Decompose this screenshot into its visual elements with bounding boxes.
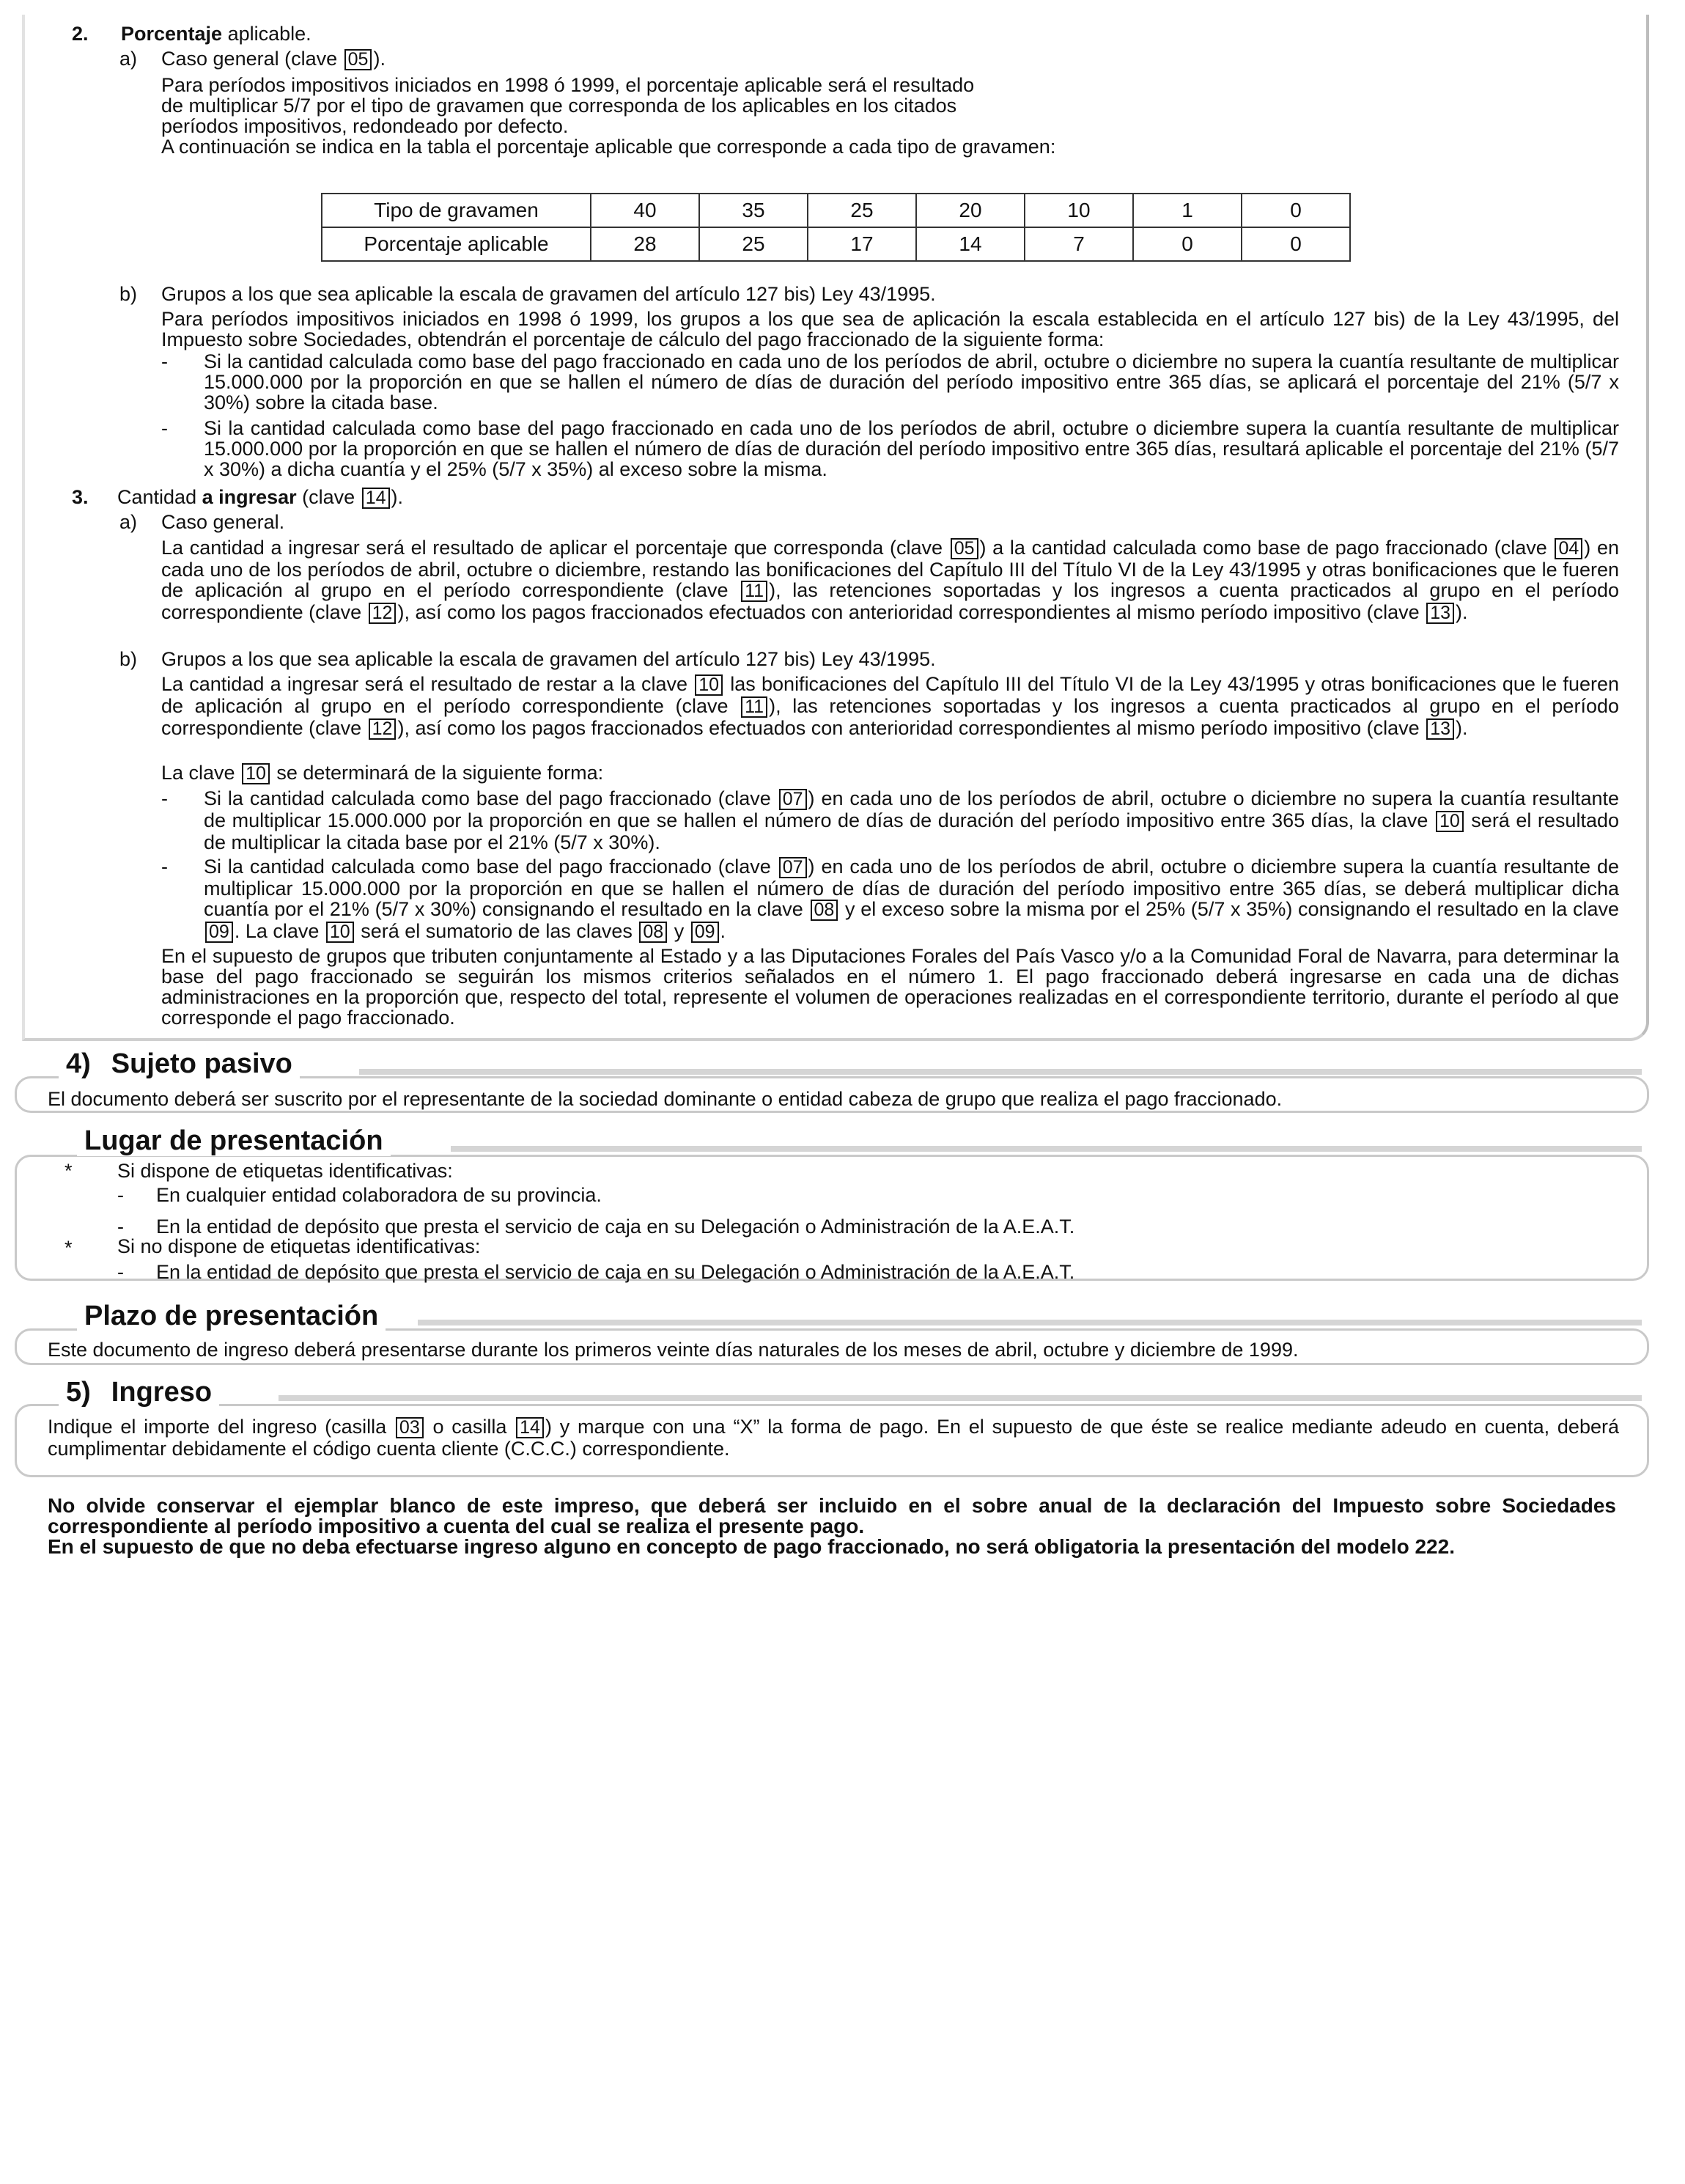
table-cell: 40 (591, 194, 699, 227)
section-number: 2. (72, 23, 89, 45)
table-cell: Tipo de gravamen (322, 194, 591, 227)
item-title: Caso general (clave 05 ). (161, 48, 386, 70)
clave-box: 08 (639, 922, 667, 943)
table-row (322, 194, 1350, 227)
clave-box: 05 (951, 538, 978, 559)
clave-box: 12 (369, 718, 397, 740)
clave-box: 10 (242, 763, 270, 784)
clave-box: 05 (344, 49, 372, 70)
clave-box: 13 (1426, 603, 1454, 624)
table-cell: 0 (1133, 227, 1242, 261)
table-cell: 0 (1242, 194, 1350, 227)
clave-box: 10 (326, 922, 354, 943)
clave-box: 10 (1436, 811, 1464, 832)
clave-box: 11 (741, 696, 767, 718)
header-rule (279, 1395, 1642, 1401)
list-item: Si no dispone de etiquetas identificativas: (117, 1235, 481, 1257)
percentage-table (321, 193, 1351, 262)
table-cell: 0 (1242, 227, 1350, 261)
clave-box: 07 (779, 857, 807, 878)
clave-box: 04 (1555, 538, 1582, 559)
paragraph: En el supuesto de grupos que tributen conjuntamente al Estado y a las Diputaciones Forales del País Vasco y/o a la Comunidad Foral de Navarra, para determinar la base del pago fraccionado se seguirán los mismos criterios señalados en el número 1. El pago fraccionado deberá ingresarse en cada una de dichas administraciones en la proporción que, respecto del total, represente el volumen de operaciones realizadas en el correspondiente territorio, durante el período al que corresponde el pago fraccionado. (161, 945, 1619, 1029)
paragraph: La cantidad a ingresar será el resultado de aplicar el porcentaje que corresponda (clave 05 ) a la cantidad calculada como base de pago fraccionado (clave 04 ) en cada uno de los períodos de abril, octubre o diciembre, restando las bonificaciones del Capítulo III del Título VI de la Ley 43/1995 y otras bonificaciones que le fueren de aplicación al grupo en el período correspondiente (clave 11 ), las retenciones soportadas y los ingresos a cuenta practicados al grupo en el período correspondiente (clave 12 ), así como los pagos fraccionados efectuados con anterioridad correspondientes al mismo período impositivo (clave 13 ). (161, 537, 1619, 624)
list-item: Si dispone de etiquetas identificativas: (117, 1160, 453, 1182)
list-item: - En la entidad de depósito que presta el servicio de caja en su Delegación o Administración de la A.E.A.T. (117, 1261, 1075, 1283)
item-title: Grupos a los que sea aplicable la escala de gravamen del artículo 127 bis) Ley 43/1995. (161, 648, 936, 670)
paragraph: La cantidad a ingresar será el resultado de restar a la clave 10 las bonificaciones del Capítulo III del Título VI de la Ley 43/1995 y otras bonificaciones que le fueren de aplicación al grupo en el período correspondiente (clave 11 ), las retenciones soportadas y los ingresos a cuenta practicados al grupo en el período correspondiente (clave 12 ), así como los pagos fraccionados efectuados con anterioridad correspondientes al mismo período impositivo (clave 13 ). (161, 673, 1619, 739)
section-header: 5) Ingreso (59, 1378, 219, 1408)
paragraph: Para períodos impositivos iniciados en 1998 ó 1999, los grupos a los que sea de aplicación la escala establecida en el artículo 127 bis) de la Ley 43/1995, del Impuesto sobre Sociedades, obtendrán el porcentaje de cálculo del pago fraccionado de la siguiente forma: (161, 308, 1619, 351)
bullet-icon: * (64, 1160, 73, 1182)
item-label: b) (119, 283, 138, 305)
clave-box: 12 (369, 603, 397, 624)
table-cell: 20 (916, 194, 1025, 227)
list-item: - En cualquier entidad colaboradora de su provincia. (117, 1184, 602, 1206)
table-row (322, 227, 1350, 261)
clave-box: 14 (362, 488, 390, 509)
item-title: Grupos a los que sea aplicable la escala de gravamen del artículo 127 bis) Ley 43/1995. (161, 283, 936, 305)
list-item: - Si la cantidad calculada como base del pago fraccionado (clave 07 ) en cada uno de los períodos de abril, octubre o diciembre supera la cuantía resultante de multiplicar 15.000.000 por la proporción en que se hallen el número de días de duración del período impositivo entre 365 días, se deberá multiplicar dicha cuantía por el 21% (5/7 x 30%) consignando el resultado en la clave 08 y el exceso sobre la misma por el 25% (5/7 x 35%) consignando el resultado en la clave 09 . La clave 10 será el sumatorio de las claves 08 y 09 . (161, 856, 1619, 943)
clave-box: 13 (1426, 718, 1454, 740)
table-cell: 25 (808, 194, 916, 227)
casilla-box: 03 (396, 1417, 424, 1438)
list-item: - Si la cantidad calculada como base del pago fraccionado en cada uno de los períodos de abril, octubre o diciembre supera la cuantía resultante de multiplicar 15.000.000 por la proporción en que se hallen el número de días de duración del período impositivo entre 365 días, resultará aplicable el porcentaje del 21% (5/7 x 30%) a dicha cuantía y el 25% (5/7 x 35%) al exceso sobre la misma. (161, 417, 1619, 481)
table-cell: 10 (1025, 194, 1133, 227)
section-title: Cantidad a ingresar (clave 14 ). (117, 486, 404, 508)
section-title: Porcentaje aplicable. (121, 23, 311, 45)
footer-note (48, 1496, 1616, 1557)
clave-box: 11 (741, 581, 767, 602)
item-label: a) (119, 511, 138, 533)
section-header: Lugar de presentación (77, 1127, 391, 1156)
section-number: 3. (72, 486, 89, 508)
clave-box: 08 (811, 900, 838, 921)
item-label: b) (119, 648, 138, 670)
section-header: Plazo de presentación (77, 1302, 386, 1331)
item-title: Caso general. (161, 511, 285, 533)
table-cell: 1 (1133, 194, 1242, 227)
paragraph: Para períodos impositivos iniciados en 1998 ó 1999, el porcentaje aplicable será el resultado de multiplicar 5/7 por el tipo de gravamen que corresponda de los aplicables en los citados períodos impositivos, redondeado por defecto. A continuación se indica en la tabla el porcentaje aplicable que corresponde a cada tipo de gravamen: (161, 74, 1056, 158)
table-cell: 7 (1025, 227, 1133, 261)
table-cell: 14 (916, 227, 1025, 261)
bullet-icon: * (64, 1237, 73, 1259)
casilla-box: 14 (516, 1417, 544, 1438)
table-cell: 25 (699, 227, 808, 261)
list-item: - Si la cantidad calculada como base del pago fraccionado en cada uno de los períodos de abril, octubre o diciembre no supera la cuantía resultante de multiplicar 15.000.000 por la proporción en que se hallen el número de días de duración del período impositivo entre 365 días, se aplicará el porcentaje del 21% (5/7 x 30%) sobre la citada base. (161, 350, 1619, 414)
paragraph: Este documento de ingreso deberá presentarse durante los primeros veinte días naturales de los meses de abril, octubre y diciembre de 1999. (48, 1339, 1299, 1361)
table-cell: 28 (591, 227, 699, 261)
paragraph: La clave 10 se determinará de la siguiente forma: (161, 762, 604, 784)
list-item: - Si la cantidad calculada como base del pago fraccionado (clave 07 ) en cada uno de los períodos de abril, octubre o diciembre no supera la cuantía resultante de multiplicar 15.000.000 por la proporción en que se hallen el número de días de duración del período impositivo entre 365 días, la clave 10 será el resultado de multiplicar la citada base por el 21% (5/7 x 30%). (161, 787, 1619, 853)
paragraph: Indique el importe del ingreso (casilla 03 o casilla 14 ) y marque con una “X” la forma de pago. En el supuesto de que éste se realice mediante adeudo en cuenta, deberá cumplimentar debidamente el código cuenta cliente (C.C.C.) correspondiente. (48, 1416, 1619, 1460)
footer-paragraph: No olvide conservar el ejemplar blanco de este impreso, que deberá ser incluido en el sobre anual de la declaración del Impuesto sobre Sociedades correspondiente al período impositivo a cuenta del cual se realiza el presente pago. (48, 1494, 1616, 1537)
paragraph: El documento deberá ser suscrito por el representante de la sociedad dominante o entidad cabeza de grupo que realiza el pago fraccionado. (48, 1088, 1283, 1110)
header-rule (418, 1320, 1642, 1326)
clave-box: 09 (205, 922, 233, 943)
item-label: a) (119, 48, 138, 70)
clave-box: 07 (779, 789, 807, 810)
table-cell: 17 (808, 227, 916, 261)
list-item: - En la entidad de depósito que presta el servicio de caja en su Delegación o Administración de la A.E.A.T. (117, 1216, 1075, 1238)
section-header: 4) Sujeto pasivo (59, 1050, 300, 1079)
header-rule (451, 1146, 1642, 1152)
header-rule (359, 1069, 1642, 1075)
clave-box: 10 (695, 674, 723, 696)
table-cell: 35 (699, 194, 808, 227)
clave-box: 09 (691, 922, 719, 943)
table-cell: Porcentaje aplicable (322, 227, 591, 261)
footer-paragraph: En el supuesto de que no deba efectuarse ingreso alguno en concepto de pago fraccionado, no será obligatoria la presentación del modelo 222. (48, 1535, 1455, 1558)
